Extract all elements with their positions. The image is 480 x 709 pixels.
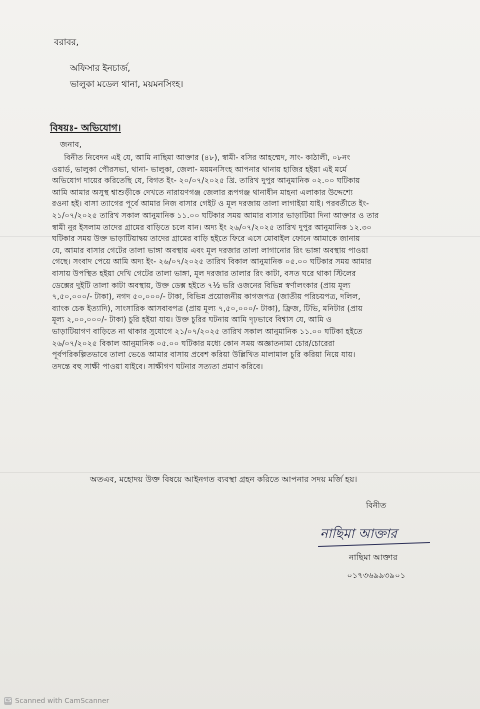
letter-subject: বিষয়ঃ- অভিযোগ। [50,123,121,134]
body-line: স্বামী নুর ইসলাম তাদের গ্রামের বাড়িতে চলে যান। অদ্য ইং ২৬/০৭/২০২৫ তারিখ দুপুর আনুমানিক ১২.৩০ [52,222,372,232]
body-line: গেছে। সংবাদ পেয়ে আমি অদ্য ইং- ২৬/০৭/২০২৫ তারিখ বিকাল আনুমানিক ০৫.০০ ঘটিকার সময় আমার [52,257,372,267]
body-line: ডেক্সের দুইটি তালা কাটা অবস্থায়, উক্ত ডেক্স হইতে ৭½ ভরি ওজনের বিভিন্ন স্বর্ণালংকার (প্রায় মূল্য [52,280,351,290]
body-line: রওনা হই। বাসা ত্যাগের পূর্বে আমার নিজ বাসার গেইট ও মূল দরজায় তালা লাগাইয়া যাই। পরবর্তীতে ইং- [52,199,369,209]
camscanner-icon: CS [4,698,12,704]
recipient-officer: অফিসার ইনচার্জ, [70,64,131,74]
body-line: বাসায় উপস্থিত হইয়া দেখি গেটের তালা ভাঙ্গা, মূল দরজার তালার রিং কাটা, বসত ঘরে থাকা স্টিলের [52,268,357,278]
recipient-station: ভালুকা মডেল থানা, ময়মনসিংহ। [70,80,184,90]
body-line: ওয়ার্ড, ভালুকা পৌরসভা, থানা- ভালুকা, জেলা- ময়মনসিংহ আপনার থানায় হাজির হইয়া এই মর্মে [52,164,347,174]
sender-phone: ০১৭৩৬৯৯৩৯০১ [347,570,406,580]
sender-name: নাছিমা আক্তার [349,552,398,562]
request-line: অতএব, মহোদয় উক্ত বিষয়ে আইনগত ব্যবস্থা গ্রহন করিতে আপনার সদয় মর্জি হয়। [90,474,358,484]
letter-body [52,152,444,372]
recipient-to: বরাবর, [54,38,79,48]
body-line: বিনীত নিবেদন এই যে, আমি নাছিমা আক্তার (৪৮), স্বামী- বসির আহম্মেদ, সাং- কাঠালী, ০৮নং [64,153,351,162]
signature-text: নাছিমা আক্তার [320,527,397,542]
body-line: ২৬/০৭/২০২৫ বিকাল আনুমানিক ০৫.০০ ঘটিকার মধ্যে কোন সময় অজ্ঞাতনামা চোর/চোরেরা [52,338,335,348]
scanner-text: Scanned with CamScanner [15,697,110,705]
body-line: ঘটিকার সময় উক্ত ভাড়াটিয়াদ্বয় তাদের গ্রামের বাড়ি হইতে ফিরে এসে মোবাইল ফোনে আমাকে জানায় [52,234,361,244]
body-line: ২১/০৭/২০২৫ তারিখ সকাল আনুমানিক ১১.০০ ঘটিকার সময় আমার বাসার ভাড়াটিয়া দিনা আক্তার ও তার [52,210,379,220]
body-line: ৭,৫০,০০০/- টাকা), নগদ ৫০,০০০/- টাকা, বিভিন্ন প্রয়োজনীয় কাগজপত্র (জাতীয় পরিচয়পত্র, দলিল, [52,292,361,302]
paper-fold [0,472,480,473]
body-line: মূল্য ২,০০,০০০/- টাকা) চুরি হইয়া যায়। উক্ত চুরির ঘটনায় আমি দৃঢ়ভাবে বিশ্বাস যে, আমি ও [52,315,332,325]
body-line: অভিযোগ দায়ের করিতেছি যে, বিগত ইং- ২০/০৭/২০২৫ খ্রি. তারিখ দুপুর আনুমানিক ০২.০০ ঘটিকায় [52,176,361,186]
body-line: ভাড়াটিয়াগণ বাড়িতে না থাকার সুযোগে ২১/০৭/২০২৫ তারিখ সকাল আনুমানিক ১১.০০ ঘটিকা হইতে [52,326,363,336]
closing: বিনীত [366,500,387,510]
body-line: যে, আমার বাসার গেটের তালা ভাঙ্গা অবস্থায় এবং মূল দরজার তালা লাগানোর রিং ভাঙ্গা অবস্থায় পাওয়া [52,245,369,255]
body-line: আমি আমার অসুস্থ শ্বাশুড়ীকে দেখতে নারায়ণগঞ্জ জেলার রূপগঞ্জ থানাধীন মাহনা এলাকার উদ্দেশ্যে [52,187,353,197]
salutation: জনাব, [60,139,82,149]
body-line: তদন্তে বহু সাক্ষী পাওয়া যাইবে। সাক্ষীগণ ঘটনার সত্যতা প্রমাণ করিবে। [52,361,264,371]
scanner-watermark [4,697,109,705]
body-line: ব্যাংক চেক ইত্যাদি), সাংসারিক আসবাবপত্র (প্রায় মূল্য ৭,৫০,০০০/- টাকা), ফ্রিজ, টিভি, মনিটার (প্রায় [52,303,363,313]
body-line: পূর্বপরিকল্পিতভাবে তালা ভেঙে আমার বাসায় প্রবেশ করিয়া উল্লিখিত মালামাল চুরি করিয়া নিয়ে যায়। [52,350,356,360]
